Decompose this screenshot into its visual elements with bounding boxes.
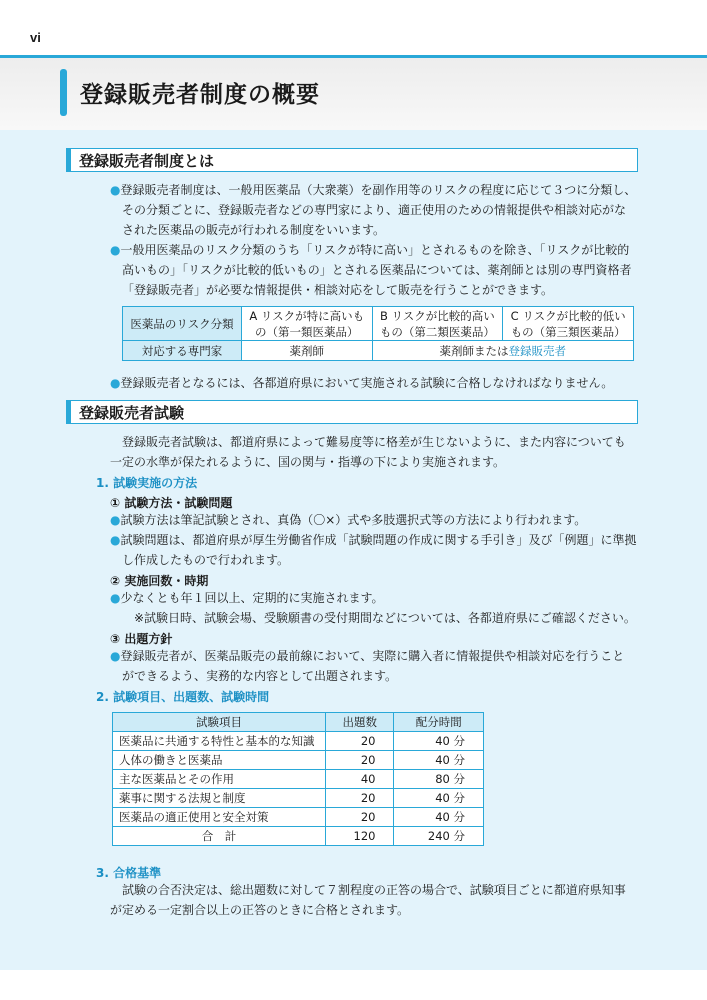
bullet-marker: ● (110, 243, 121, 257)
bullet-questions: ●試験問題は、都道府県が厚生労働省作成「試験問題の作成に関する手引き」及び「例題」に準拠 し作成したもので行われます。 (110, 533, 637, 567)
item-method-heading: ① 試験方法・試験問題 (110, 496, 233, 510)
title-accent-bar (60, 69, 67, 116)
page-number: vi (30, 30, 41, 45)
header-time: 配分時間 (394, 713, 484, 732)
risk-class-label: 医薬品のリスク分類 (123, 307, 242, 341)
table-row: 主な医薬品とその作用 40 80 分 (113, 770, 484, 789)
bullet-marker: ● (110, 183, 121, 197)
bullet-marker: ● (110, 513, 121, 527)
expert-bc-cell: 薬剤師または登録販売者 (372, 341, 633, 361)
subsection-method: 1. 試験実施の方法 (96, 476, 198, 490)
table-row: 医薬品の適正使用と安全対策 20 40 分 (113, 808, 484, 827)
bullet-marker: ● (110, 376, 121, 390)
class-c-cell: C リスクが比較的低い もの（第三類医薬品） (503, 307, 634, 341)
item-policy-heading: ③ 出題方針 (110, 632, 173, 646)
bullet-system-definition: ●登録販売者制度は、一般用医薬品（大衆薬）を副作用等のリスクの程度に応じて３つに分類し、 その分類ごとに、登録販売者などの専門家により、適正使用のための情報提供や相談対応がな された医薬品の販売が行われる制度をいいます。 (110, 183, 637, 237)
bullet-marker: ● (110, 649, 121, 663)
header-count: 出題数 (326, 713, 394, 732)
class-b-cell: B リスクが比較的高い もの（第二類医薬品） (372, 307, 503, 341)
class-a-cell: A リスクが特に高いも の（第一類医薬品） (242, 307, 373, 341)
header-item: 試験項目 (113, 713, 326, 732)
item-frequency-heading: ② 実施回数・時期 (110, 574, 209, 588)
table-row: 薬事に関する法規と制度 20 40 分 (113, 789, 484, 808)
section-heading-exam: 登録販売者試験 (66, 400, 638, 424)
exam-intro: 登録販売者試験は、都道府県によって難易度等に格差が生じないように、また内容についても 一定の水準が保たれるように、国の関与・指導の下により実施されます。 (110, 435, 626, 469)
page-title: 登録販売者制度の概要 (80, 82, 320, 108)
bullet-exam-requirement: ●登録販売者となるには、各都道府県において実施される試験に合格しなければなりません。 (110, 376, 614, 390)
section-heading-system: 登録販売者制度とは (66, 148, 638, 172)
subsection-items: 2. 試験項目、出題数、試験時間 (96, 690, 270, 704)
subsection-criteria: 3. 合格基準 (96, 866, 162, 880)
frequency-note: ※試験日時、試験会場、受験願書の受付期間などについては、各都道府県にご確認ください。 (134, 611, 636, 625)
exam-items-table (112, 712, 484, 846)
bullet-frequency: ●少なくとも年１回以上、定期的に実施されます。 (110, 591, 384, 605)
risk-class-table (122, 306, 634, 361)
table-row: 医薬品に共通する特性と基本的な知識 20 40 分 (113, 732, 484, 751)
expert-label: 対応する専門家 (123, 341, 242, 361)
bullet-policy: ●登録販売者が、医薬品販売の最前線において、実際に購入者に情報提供や相談対応を行うこと ができるよう、実務的な内容として出題されます。 (110, 649, 625, 683)
bullet-method: ●試験方法は筆記試験とされ、真偽（〇×）式や多肢選択式等の方法により行われます。 (110, 513, 587, 527)
table-row: 人体の働きと医薬品 20 40 分 (113, 751, 484, 770)
bullet-marker: ● (110, 591, 121, 605)
criteria-text: 試験の合否決定は、総出題数に対して７割程度の正答の場合で、試験項目ごとに都道府県知事 が定める一定割合以上の正答のときに合格とされます。 (110, 883, 626, 917)
bullet-marker: ● (110, 533, 121, 547)
expert-a-cell: 薬剤師 (242, 341, 373, 361)
table-row-total: 合 計 120 240 分 (113, 827, 484, 846)
bullet-risk-classes: ●一般用医薬品のリスク分類のうち「リスクが特に高い」とされるものを除き、「リスクが比較的 高いもの」「リスクが比較的低いもの」とされる医薬品については、薬剤師とは別の専門資格者 「登録販売者」が必要な情報提供・相談対応をして販売を行うことができます。 (110, 243, 632, 297)
